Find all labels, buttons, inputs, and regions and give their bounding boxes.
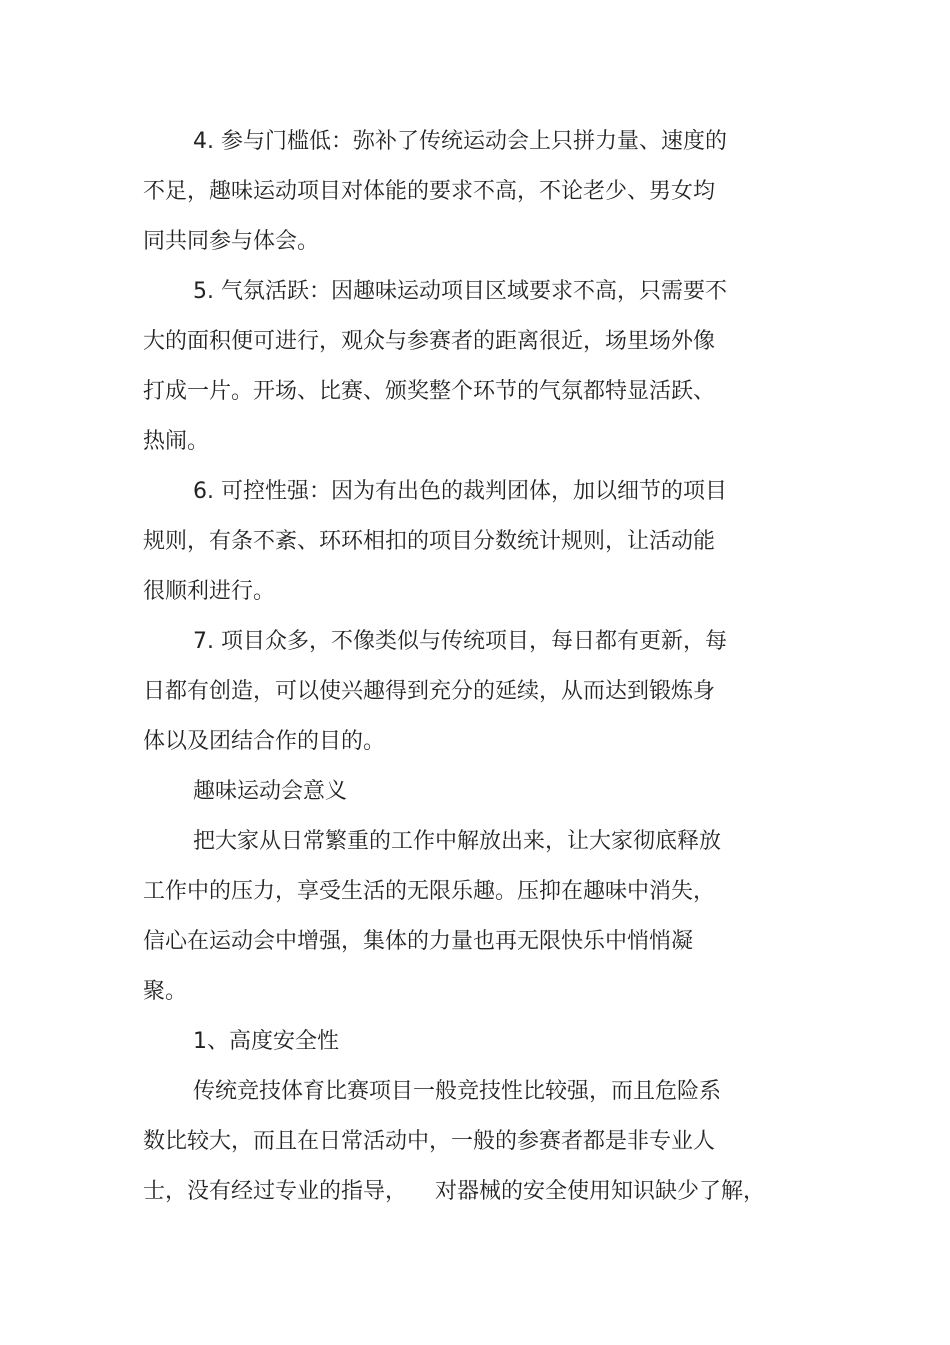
paragraph-line: 同共同参与体会。 [143,229,320,254]
paragraph-line: 传统竞技体育比赛项目一般竞技性比较强，而且危险系 [193,1079,722,1104]
paragraph-line: 5. 气氛活跃：因趣味运动项目区域要求不高，只需要不 [193,279,727,304]
paragraph-line: 不足，趣味运动项目对体能的要求不高，不论老少、男女均 [143,179,716,204]
paragraph-line: 热闹。 [143,429,210,454]
paragraph-line: 信心在运动会中增强，集体的力量也再无限快乐中悄悄凝 [143,929,694,954]
paragraph-line: 7. 项目众多，不像类似与传统项目，每日都有更新，每 [193,629,727,654]
paragraph-line: 士，没有经过专业的指导， 对器械的安全使用知识缺少了解， [143,1179,765,1204]
paragraph-line: 工作中的压力，享受生活的无限乐趣。压抑在趣味中消失， [143,879,716,904]
section-heading: 趣味运动会意义 [193,779,348,804]
paragraph-line: 数比较大，而且在日常活动中，一般的参赛者都是非专业人 [143,1129,716,1154]
paragraph-line: 日都有创造，可以使兴趣得到充分的延续，从而达到锻炼身 [143,679,716,704]
paragraph-line: 6. 可控性强：因为有出色的裁判团体，加以细节的项目 [193,479,727,504]
paragraph-line: 打成一片。开场、比赛、颁奖整个环节的气氛都特显活跃、 [143,379,716,404]
subsection-heading: 1、高度安全性 [193,1029,339,1054]
paragraph-line: 聚。 [143,979,188,1004]
paragraph-line: 体以及团结合作的目的。 [143,729,386,754]
paragraph-line: 大的面积便可进行，观众与参赛者的距离很近，场里场外像 [143,329,716,354]
paragraph-line: 很顺利进行。 [143,579,276,604]
paragraph-line: 4. 参与门槛低：弥补了传统运动会上只拼力量、速度的 [193,129,727,154]
paragraph-line: 把大家从日常繁重的工作中解放出来，让大家彻底释放 [193,829,722,854]
paragraph-line: 规则，有条不紊、环环相扣的项目分数统计规则，让活动能 [143,529,716,554]
